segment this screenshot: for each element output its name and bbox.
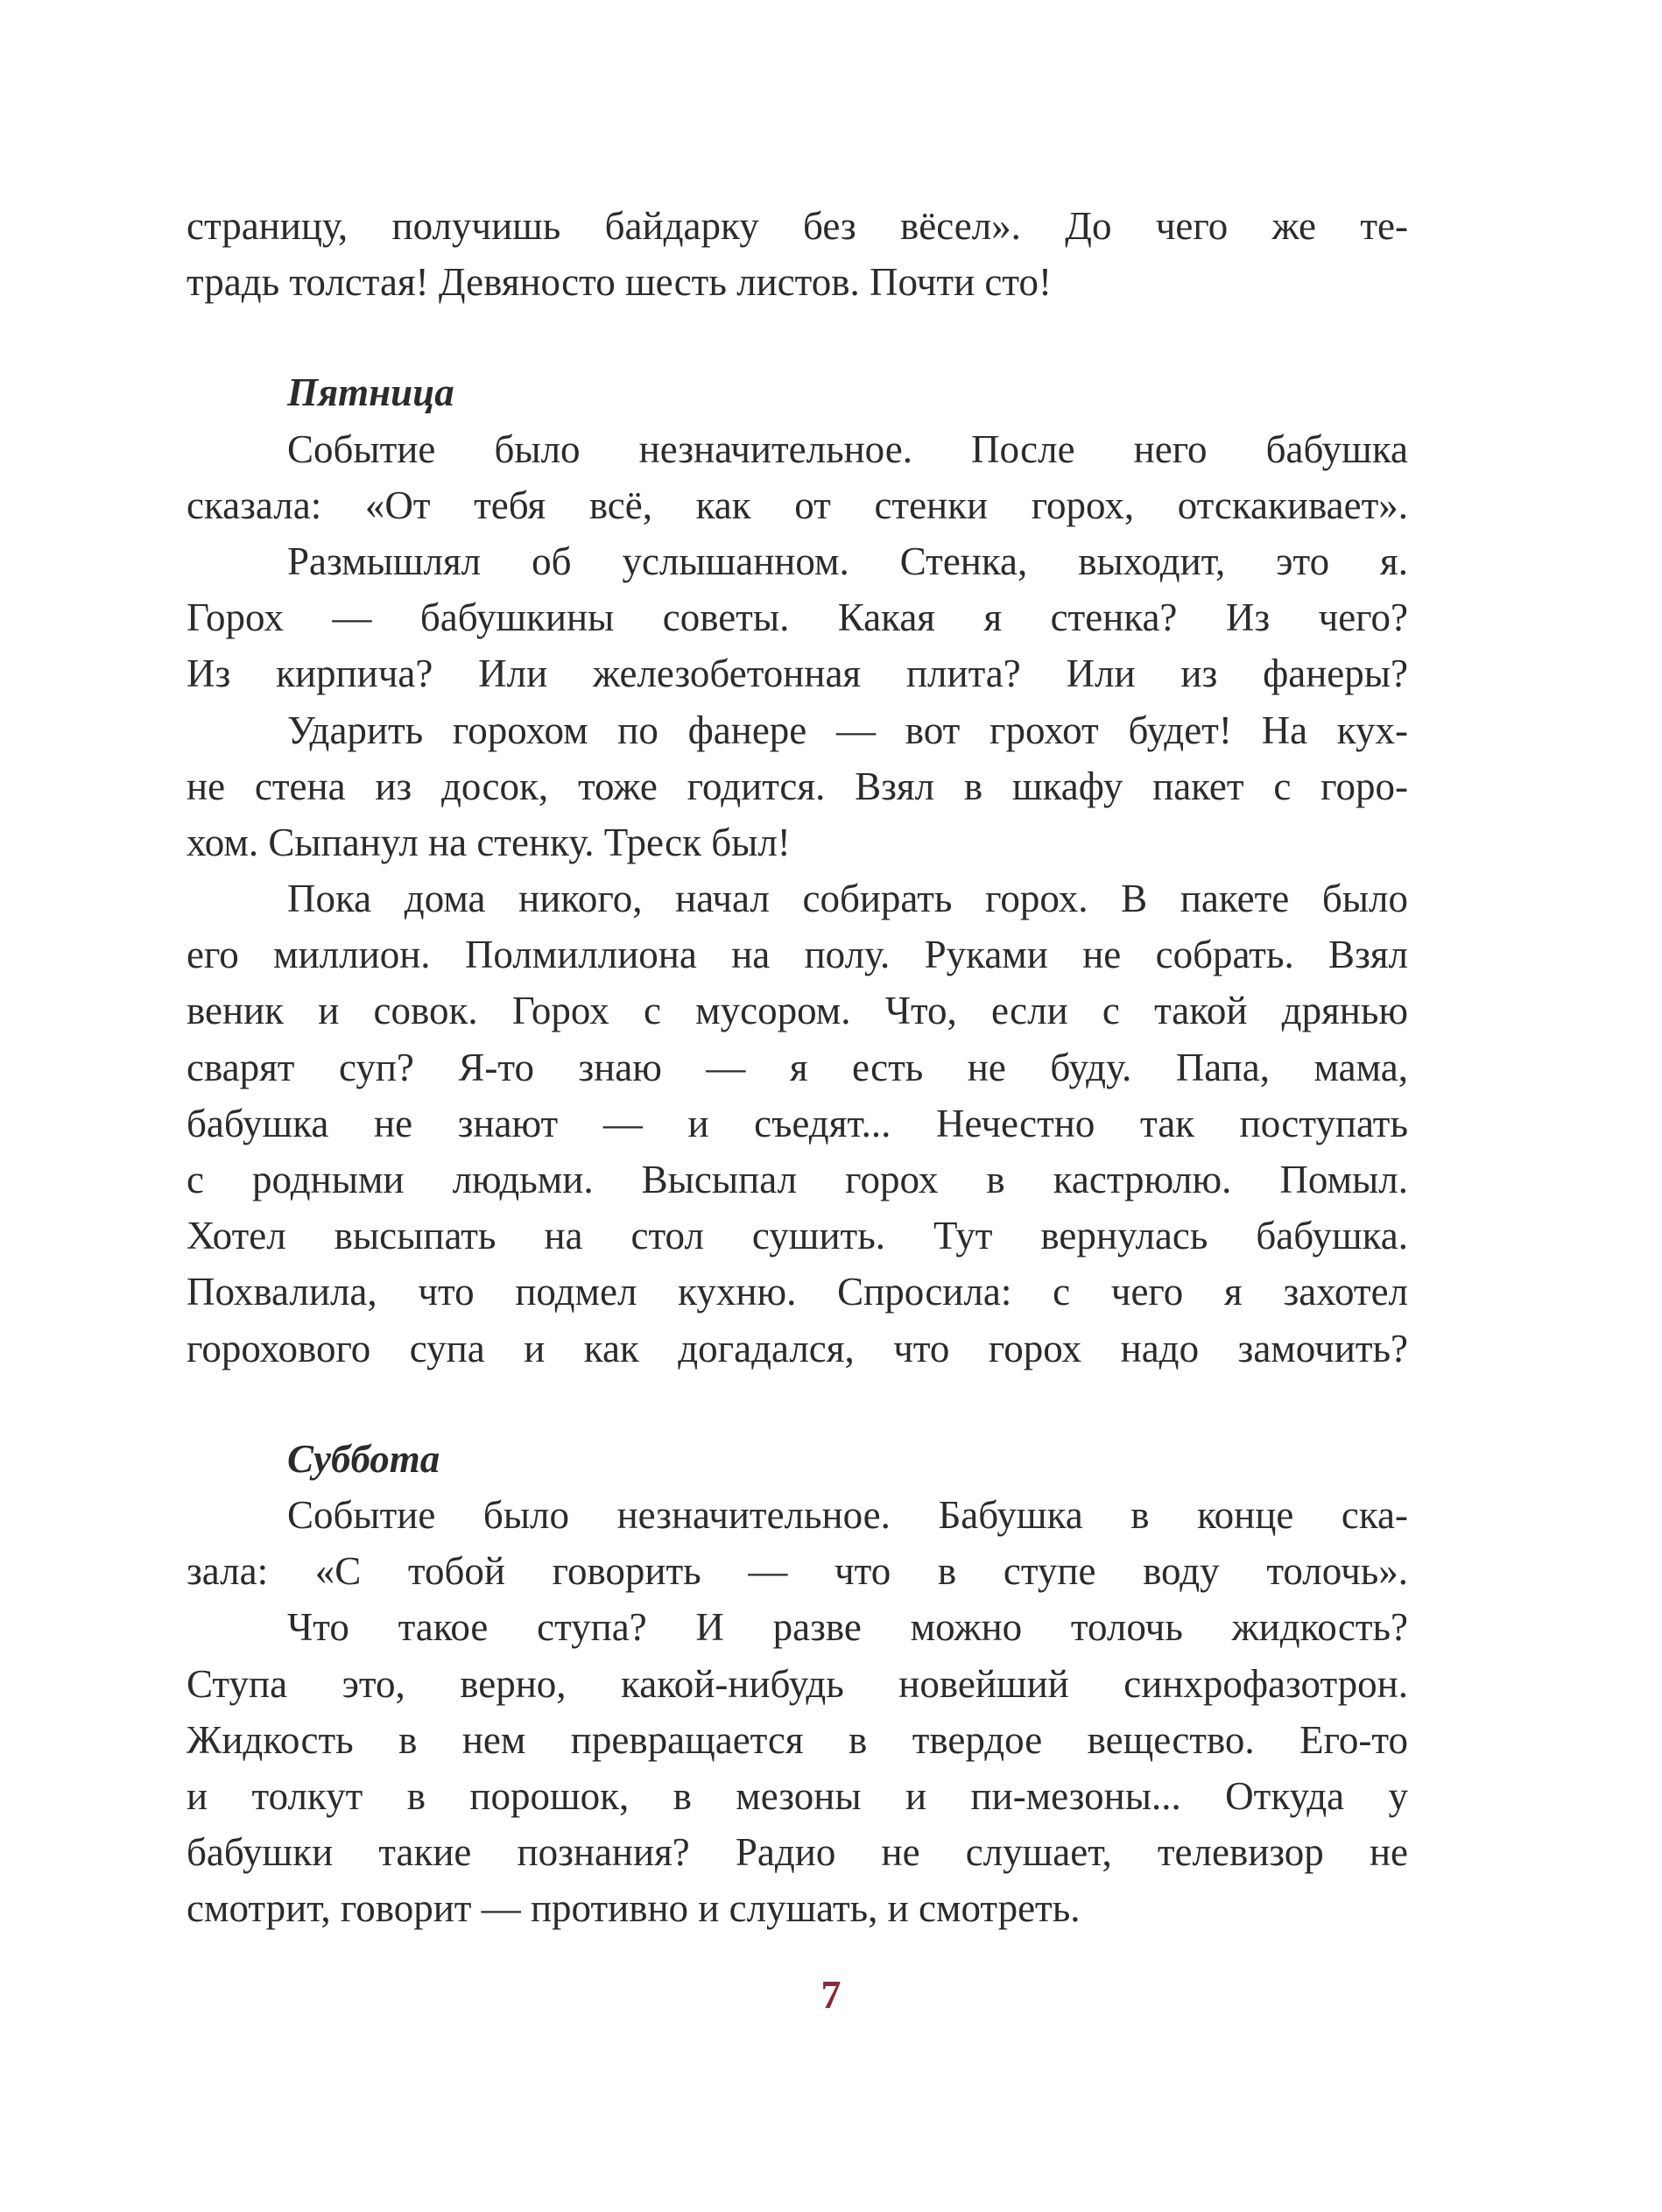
friday-line: Хотел высыпать на стол сушить. Тут вернулась бабушка.: [187, 1214, 1408, 1258]
saturday-line: бабушки такие познания? Радио не слушает, телевизор не: [187, 1830, 1408, 1875]
friday-line: не стена из досок, тоже годится. Взял в шкафу пакет с горо-: [187, 764, 1408, 808]
friday-line: горохового супа и как догадался, что горох надо замочить?: [187, 1326, 1408, 1370]
saturday-line: смотрит, говорит — противно и слушать, и смотреть.: [187, 1886, 1081, 1931]
friday-heading: Пятница: [287, 370, 454, 415]
friday-line: Похвалила, что подмел кухню. Спросила: с чего я захотел: [187, 1270, 1408, 1314]
saturday-line: Событие было незначительное. Бабушка в конце ска-: [287, 1492, 1408, 1537]
friday-line: хом. Сыпанул на стенку. Треск был!: [187, 820, 791, 864]
section-gap: [187, 1377, 1408, 1431]
page-text: [187, 198, 1408, 1936]
saturday-line: зала: «С тобой говорить — что в ступе воду толочь».: [187, 1549, 1408, 1594]
friday-line: Из кирпича? Или железобетонная плита? Или из фанеры?: [187, 652, 1408, 696]
saturday-line: и толкут в порошок, в мезоны и пи-мезоны... Откуда у: [187, 1773, 1408, 1818]
friday-line: Событие было незначительное. После него бабушка: [287, 426, 1408, 471]
section-gap: [187, 310, 1408, 364]
friday-line: веник и совок. Горох с мусором. Что, если с такой дрянью: [187, 989, 1408, 1033]
friday-line: Горох — бабушкины советы. Какая я стенка? Из чего?: [187, 595, 1408, 640]
intro-line: традь толстая! Девяносто шесть листов. Почти сто!: [187, 260, 1052, 305]
friday-line: с родными людьми. Высыпал горох в кастрюлю. Помыл.: [187, 1158, 1408, 1201]
friday-line: бабушка не знают — и съедят... Нечестно так поступать: [187, 1101, 1408, 1145]
saturday-line: Жидкость в нем превращается в твердое вещество. Его-то: [187, 1717, 1408, 1762]
friday-line: сварят суп? Я-то знаю — я есть не буду. Папа, мама,: [187, 1045, 1408, 1089]
saturday-line: Ступа это, верно, какой-нибудь новейший синхрофазотрон.: [187, 1661, 1408, 1706]
intro-line: страницу, получишь байдарку без вёсел». До чего же те-: [187, 204, 1408, 248]
friday-line: Ударить горохом по фанере — вот грохот будет! На кух-: [287, 708, 1408, 752]
friday-line: Размышлял об услышанном. Стенка, выходит, это я.: [287, 539, 1408, 583]
friday-line: его миллион. Полмиллиона на полу. Руками не собрать. Взял: [187, 933, 1408, 977]
page-number: 7: [820, 1972, 842, 2017]
saturday-heading: Суббота: [287, 1436, 440, 1481]
saturday-line: Что такое ступа? И разве можно толочь жидкость?: [287, 1605, 1408, 1650]
friday-line: Пока дома никого, начал собирать горох. В пакете было: [287, 877, 1408, 921]
friday-line: сказала: «От тебя всё, как от стенки горох, отскакивает».: [187, 483, 1408, 527]
